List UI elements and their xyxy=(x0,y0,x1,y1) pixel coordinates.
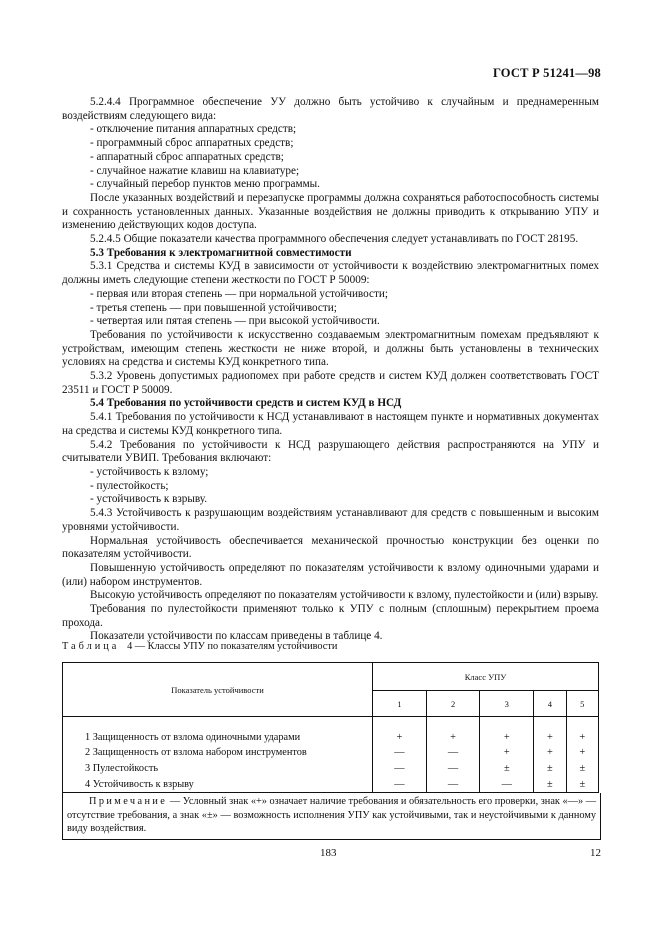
standard-header: ГОСТ Р 51241—98 xyxy=(492,66,601,80)
paragraph: 5.4.3 Устойчивость к разрушающим воздействиям устанавливают для средств с повышенным и высоким уровнями устойчивости. xyxy=(62,507,599,533)
col-indicator-header: Показатель устойчивости xyxy=(63,663,373,717)
list-item: - случайное нажатие клавиш на клавиатуре; xyxy=(90,164,300,177)
section-heading: 5.4 Требования по устойчивости средств и систем КУД в НСД xyxy=(90,397,402,410)
list-item: - отключение питания аппаратных средств; xyxy=(90,123,297,136)
row-label: 4 Устойчивость к взрыву xyxy=(63,777,373,793)
list-item: - устойчивость к взлому; xyxy=(90,465,209,478)
table-note xyxy=(62,793,601,840)
cell-class-3: + xyxy=(480,745,534,761)
cell-class-2: — xyxy=(426,761,480,777)
list-item: - первая или вторая степень — при нормальной устойчивости; xyxy=(90,287,388,300)
table-caption xyxy=(62,641,337,652)
paragraph: Показатели устойчивости по классам приведены в таблице 4. xyxy=(90,630,383,643)
col-class-header: Класс УПУ xyxy=(373,663,599,691)
paragraph: После указанных воздействий и перезапуске программы должна сохраняться работоспособность системы и сохранность установленных данных. Указанные воздействия не должны приводить к открыванию УПУ и изменению действующих кодов доступа. xyxy=(62,191,599,232)
list-item: - аппаратный сброс аппаратных средств; xyxy=(90,150,284,163)
table-body xyxy=(63,717,599,793)
section-heading: 5.3 Требования к электромагнитной совместимости xyxy=(90,246,352,259)
cell-class-4: ± xyxy=(534,761,566,777)
note-label: Примечание xyxy=(89,796,168,807)
table-row xyxy=(63,761,599,777)
cell-class-1: + xyxy=(373,717,427,745)
cell-class-5: ± xyxy=(566,761,598,777)
cell-class-3: + xyxy=(480,717,534,745)
row-label: 1 Защищенность от взлома одиночными ударами xyxy=(63,717,373,745)
paragraph: 5.3.1 Средства и системы КУД в зависимости от устойчивости к воздействию электромагнитных помех должны иметь следующие степени жесткости по ГОСТ Р 50009: xyxy=(62,260,599,287)
paragraph: Требования по устойчивости к искусственно создаваемым электромагнитным помехам предъявляют к устройствам, имеющим степень жесткости не ниже второй, и должны быть установлены в технических условиях на средства и системы КУД конкретного типа. xyxy=(62,328,599,369)
cell-class-1: — xyxy=(373,777,427,793)
note-text: — Условный знак «+» означает наличие требования и обязательность его проверки, знак «—» — отсутствие требования, а знак «±» — возможность исполнения УПУ как устойчивыми, так и неустойчивыми к данному виду воздействия. xyxy=(67,796,596,835)
paragraph: 5.4.1 Требования по устойчивости к НСД устанавливают в настоящем пункте и нормативных документах на средства и системы КУД конкретного типа. xyxy=(62,411,599,437)
cell-class-4: + xyxy=(534,717,566,745)
cell-class-1: — xyxy=(373,745,427,761)
cell-class-4: ± xyxy=(534,777,566,793)
class-header-2: 2 xyxy=(426,691,480,717)
paragraph: 5.2.4.5 Общие показатели качества программного обеспечения следует устанавливать по ГОСТ 28195. xyxy=(90,233,579,246)
table-row xyxy=(63,777,599,793)
class-header-5: 5 xyxy=(566,691,598,717)
class-header-1: 1 xyxy=(373,691,427,717)
classes-table xyxy=(62,662,599,840)
table-row xyxy=(63,745,599,761)
list-item: - программный сброс аппаратных средств; xyxy=(90,137,294,150)
paragraph: 5.2.4.4 Программное обеспечение УУ должно быть устойчиво к случайным и преднамеренным воздействиям следующего вида: xyxy=(62,96,599,122)
list-item: - устойчивость к взрыву. xyxy=(90,493,208,506)
cell-class-4: + xyxy=(534,745,566,761)
list-item: - третья степень — при повышенной устойчивости; xyxy=(90,301,337,314)
cell-class-3: ± xyxy=(480,761,534,777)
cell-class-2: + xyxy=(426,717,480,745)
paragraph: 5.3.2 Уровень допустимых радиопомех при работе средств и систем КУД должен соответствовать ГОСТ 23511 и ГОСТ Р 50009. xyxy=(62,370,599,396)
sheet-number: 12 xyxy=(590,847,601,859)
cell-class-3: — xyxy=(480,777,534,793)
table-caption-text: 4 — Классы УПУ по показателям устойчивости xyxy=(127,641,338,652)
class-header-3: 3 xyxy=(480,691,534,717)
cell-class-5: + xyxy=(566,717,598,745)
cell-class-2: — xyxy=(426,777,480,793)
paragraph: Требования по пулестойкости применяют только к УПУ с полным (сплошным) перекрытием проема прохода. xyxy=(62,603,599,629)
cell-class-5: + xyxy=(566,745,598,761)
row-label: 3 Пулестойкость xyxy=(63,761,373,777)
class-header-4: 4 xyxy=(534,691,566,717)
list-item: - четвертая или пятая степень — при высокой устойчивости. xyxy=(90,315,380,328)
list-item: - пулестойкость; xyxy=(90,479,169,492)
paragraph: 5.4.2 Требования по устойчивости к НСД разрушающего действия распространяются на УПУ и считыватели УВИП. Требования включают: xyxy=(62,438,599,465)
paragraph: Высокую устойчивость определяют по показателям устойчивости к взлому, пулестойкости и (или) взрыву. xyxy=(90,589,599,602)
body-text xyxy=(62,96,599,644)
list-item: - случайный перебор пунктов меню программы. xyxy=(90,178,320,191)
paragraph: Нормальная устойчивость обеспечивается механической прочностью конструкции без оценки по показателям устойчивости. xyxy=(62,534,599,561)
cell-class-2: — xyxy=(426,745,480,761)
row-label: 2 Защищенность от взлома набором инструментов xyxy=(63,745,373,761)
paragraph: Повышенную устойчивость определяют по показателям устойчивости к взлому одиночными ударами и (или) набором инструментов. xyxy=(62,561,599,588)
table-caption-label: Таблица xyxy=(62,641,120,652)
cell-class-5: ± xyxy=(566,777,598,793)
cell-class-1: — xyxy=(373,761,427,777)
page-number: 183 xyxy=(320,847,337,859)
table-row xyxy=(63,717,599,745)
